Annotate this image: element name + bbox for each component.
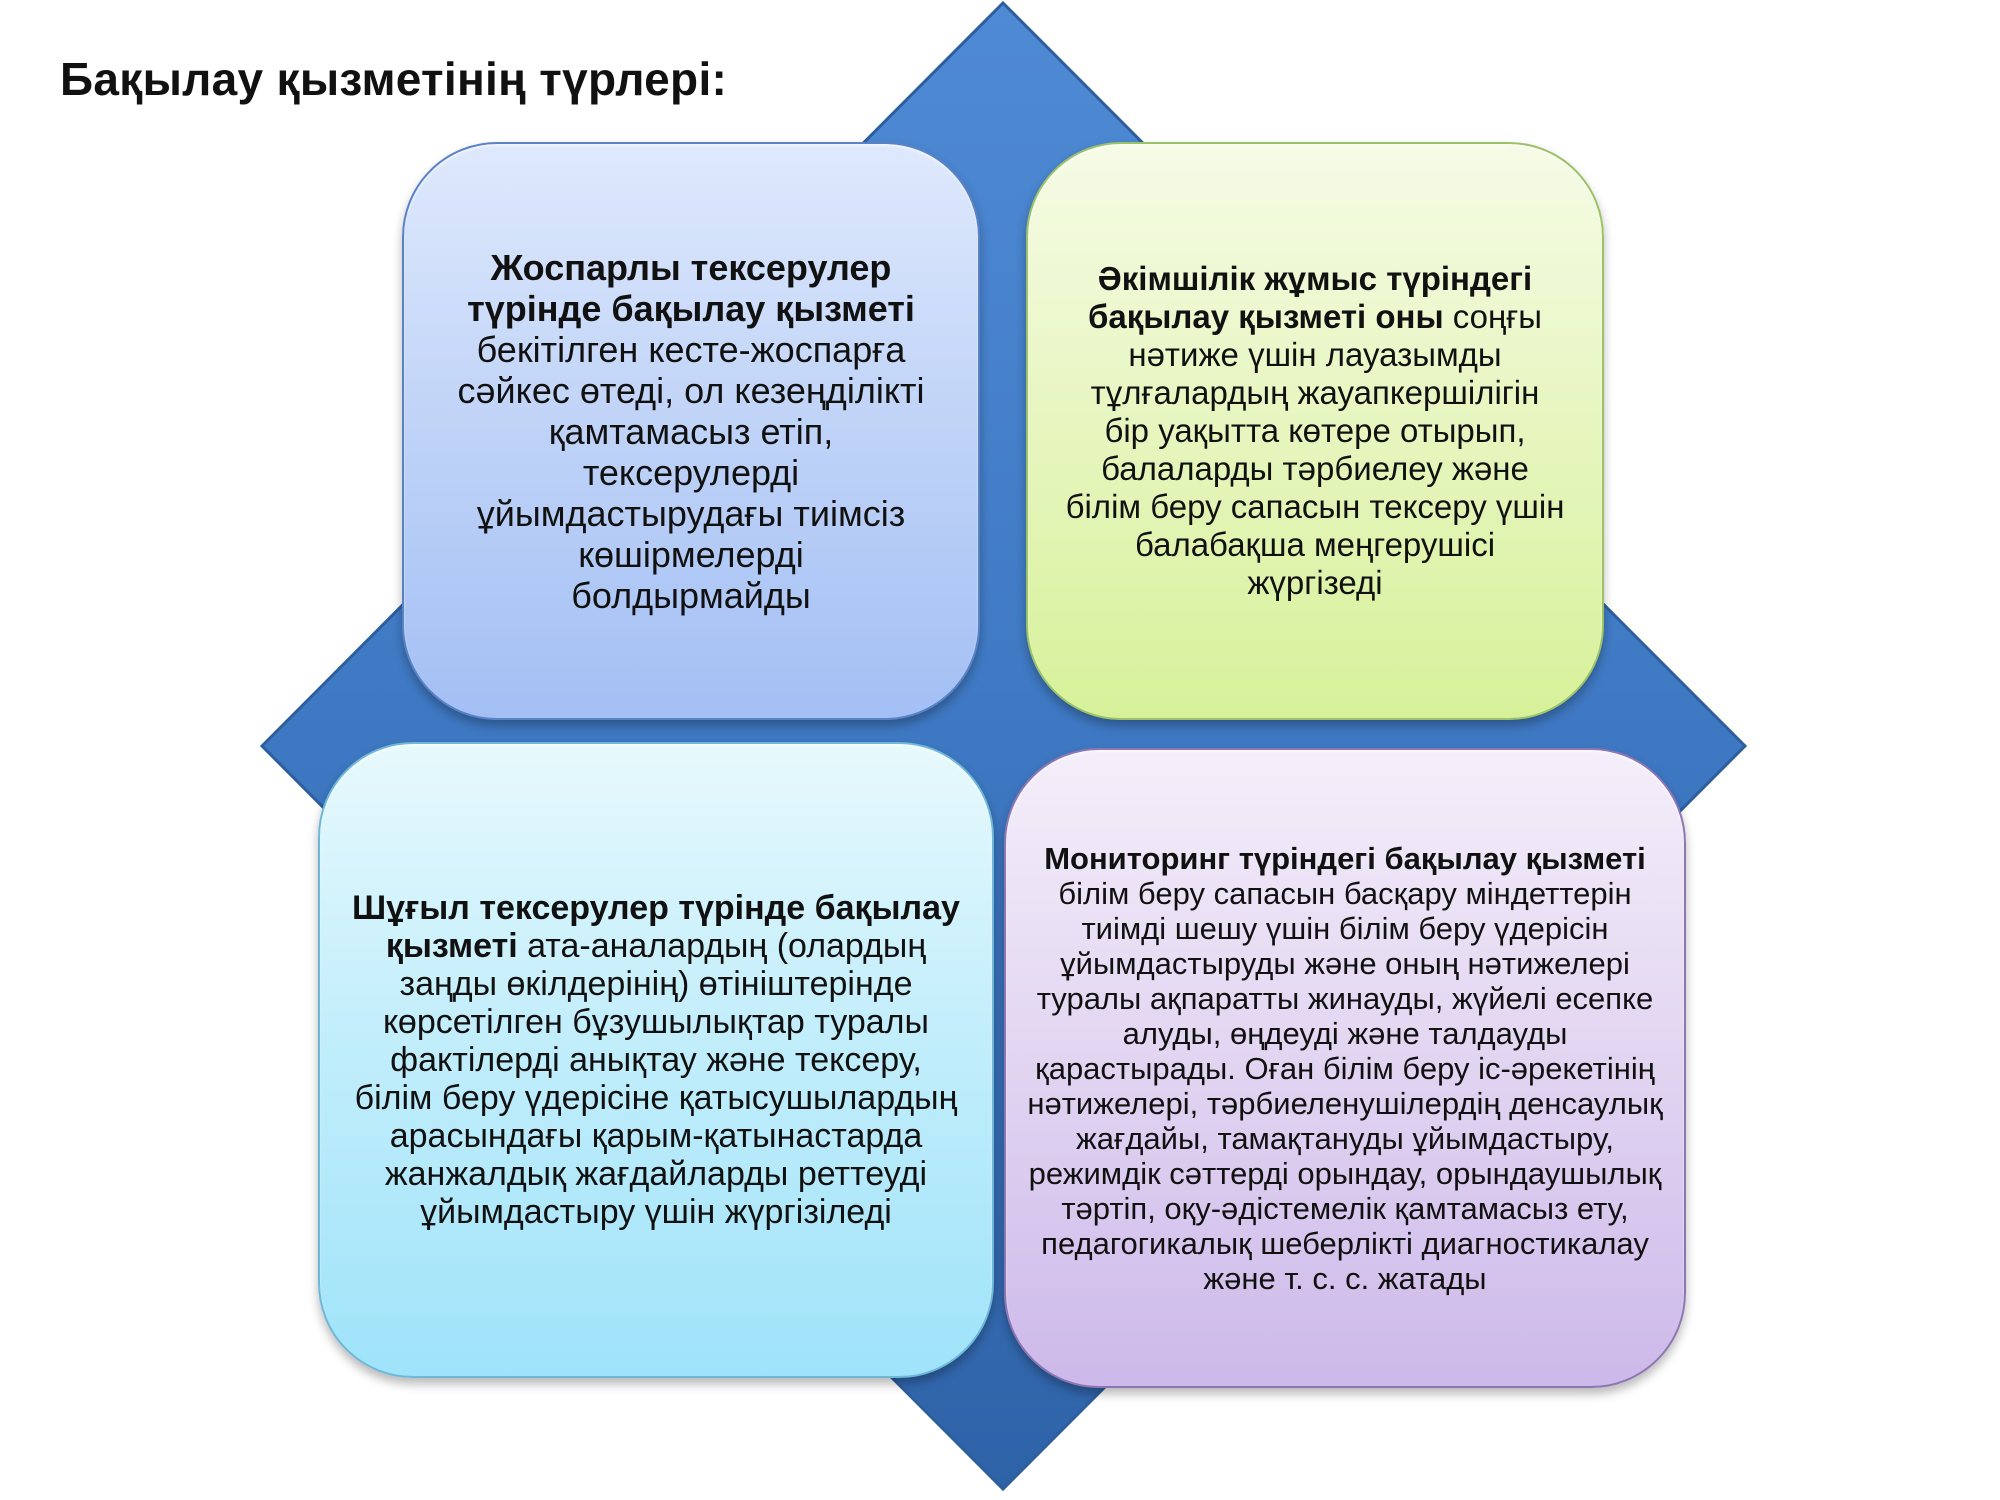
card-administrative-work-heading: Әкімшілік жұмыс түріндегі бақылау қызметі оны (1087, 260, 1533, 335)
card-planned-inspections-heading: Жоспарлы тексерулер түрінде бақылау қызметі (467, 246, 915, 329)
card-urgent-inspections (318, 742, 994, 1378)
card-monitoring (1004, 748, 1686, 1388)
card-monitoring-body: білім беру сапасын басқару міндеттерін тиімді шешу үшін білім беру үдерісін ұйымдастыруды және оның нәтижелері туралы ақпаратты жинауды, жүйелі есепке алуды, өңдеуді және талдауды қарастырады. Оған білім беру іс-әрекетінің нәтижелері, тәрбиеленушілердің денсаулық жағдайы, тамақтануды ұйымдастыру, режимдік сәттерді орындау, орындаушылық тәртіп, оқу-әдістемелік қамтамасыз ету, педагогикалық шеберлікті диагностикалау және т. с. с. жатады (1027, 875, 1663, 1296)
card-planned-inspections-text (456, 247, 926, 616)
card-administrative-work-text (1064, 260, 1566, 602)
card-urgent-inspections-text (348, 889, 964, 1231)
card-monitoring-heading: Мониторинг түріндегі бақылау қызметі (1044, 840, 1646, 876)
card-administrative-work (1026, 142, 1604, 720)
card-urgent-inspections-heading: Шұғыл тексерулер түрінде бақылау қызметі (352, 889, 960, 965)
card-planned-inspections (402, 142, 980, 720)
card-planned-inspections-body: бекітілген кесте-жоспарға сәйкес өтеді, ол кезеңділікті қамтамасыз етіп, тексерулерді ұйымдастырудағы тиімсіз көшірмелерді болдырмайды (457, 328, 925, 616)
card-urgent-inspections-body: ата-аналардың (олардың заңды өкілдерінің) өтініштерінде көрсетілген бұзушылықтар туралы фактілерді анықтау және тексеру, білім беру үдерісіне қатысушылардың арасындағы қарым-қатынастарда жанжалдық жағдайларды реттеуді ұйымдастыру үшін жүргізіледі (354, 927, 958, 1231)
card-monitoring-text (1018, 841, 1672, 1296)
card-administrative-work-body: соңғы нәтиже үшін лауазымды тұлғалардың жауапкершілігін бір уақытта көтере отырып, балаларды тәрбиелеу және білім беру сапасын тексеру үшін балабақша меңгерушісі жүргізеді (1065, 298, 1565, 601)
page-title: Бақылау қызметінің түрлері: (60, 53, 728, 105)
